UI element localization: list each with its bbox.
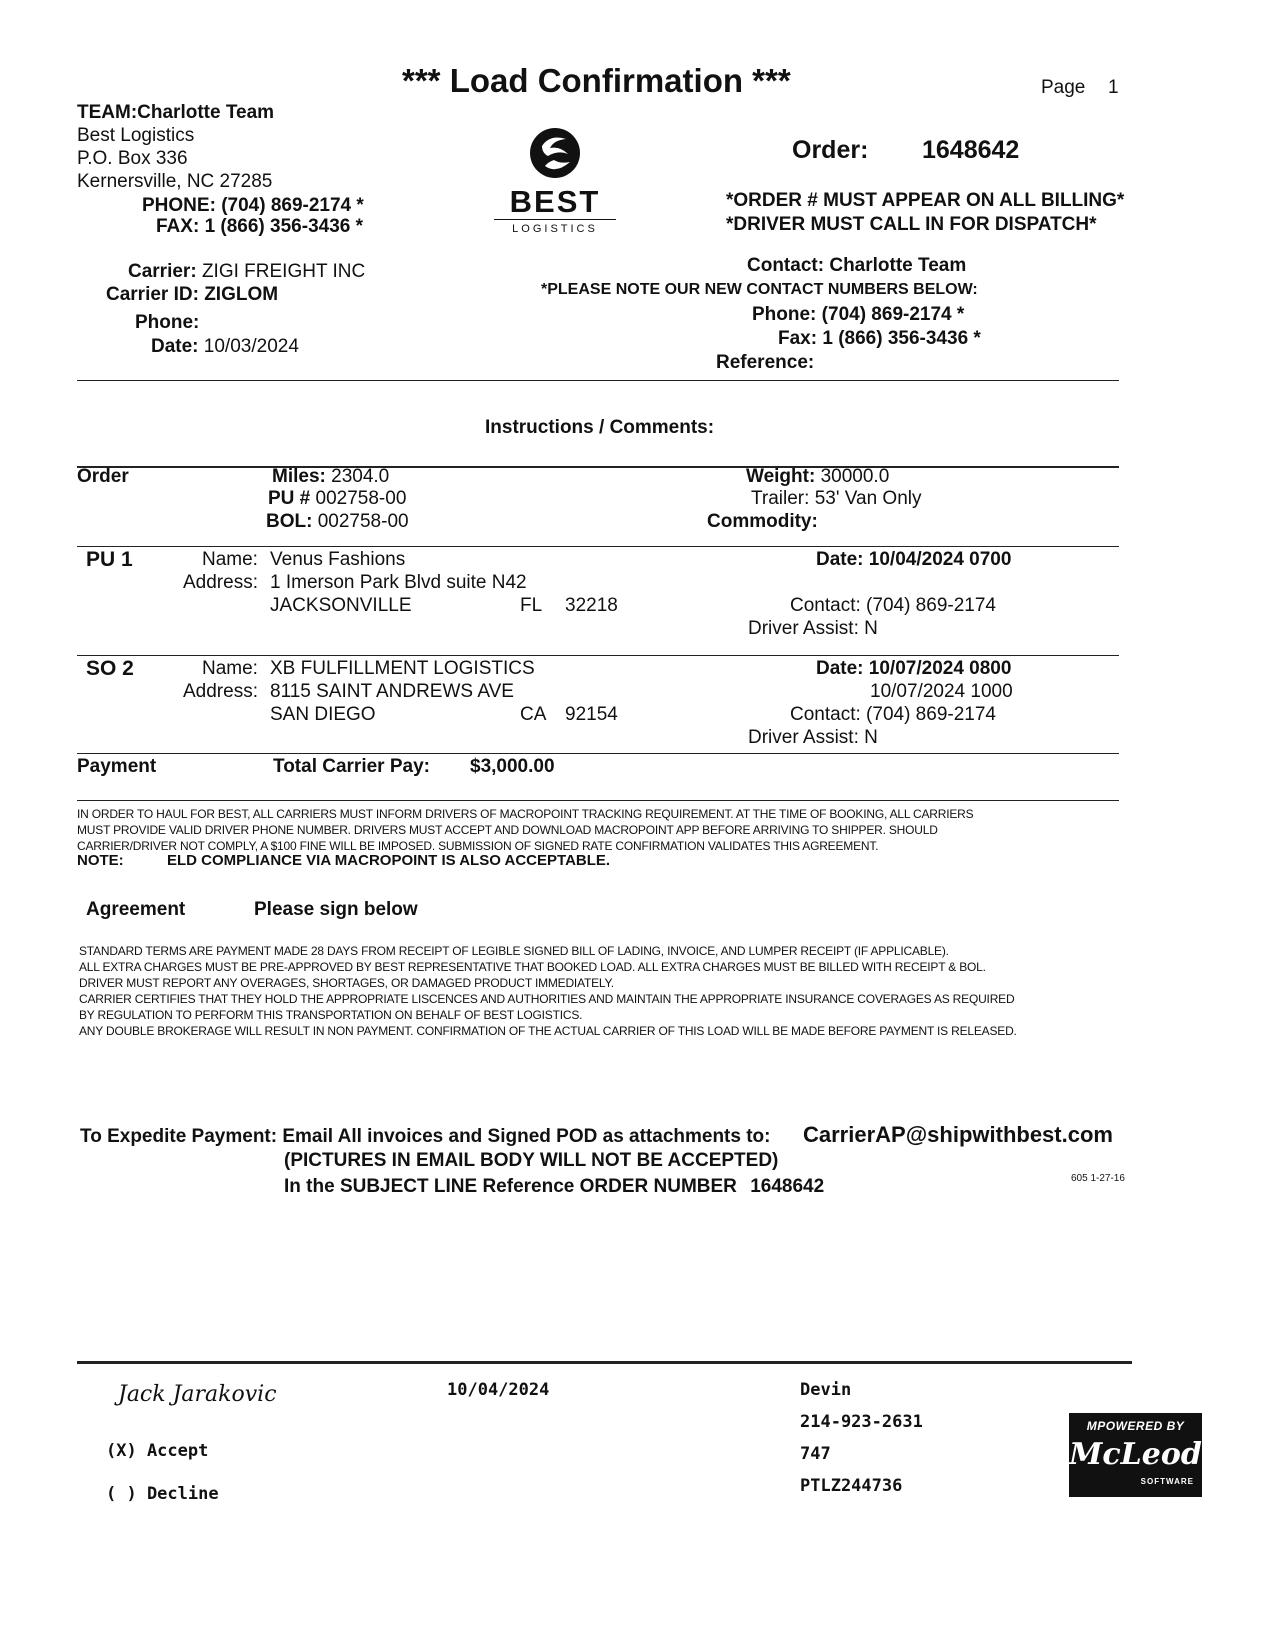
stop-1-code: PU 1	[86, 548, 133, 571]
notice-rule	[77, 800, 1119, 801]
stop-1-date: 10/04/2024 0700	[868, 549, 1012, 570]
team-line	[77, 102, 274, 124]
company-phone: (704) 869-2174 *	[221, 195, 364, 216]
mcleod-sub: SOFTWARE	[1140, 1477, 1194, 1486]
stop-1-rule	[77, 546, 1119, 547]
mcleod-brand: McLeod	[1069, 1437, 1202, 1472]
page-label: Page	[1041, 77, 1086, 98]
weight-value: 30000.0	[820, 466, 890, 487]
contact-name: Charlotte Team	[829, 255, 967, 276]
stop-1-city: JACKSONVILLE	[270, 595, 412, 616]
carrier-date-line	[151, 336, 299, 358]
order-top-rule	[77, 466, 1119, 468]
contact-fax: 1 (866) 356-3436 *	[822, 328, 981, 349]
trailer-label: Trailer:	[751, 488, 810, 509]
stop-2-assist: N	[864, 727, 878, 748]
carrier-date-label: Date:	[151, 336, 199, 357]
stop-1-contact-line	[790, 595, 996, 617]
contact-note: *PLEASE NOTE OUR NEW CONTACT NUMBERS BELOW:	[541, 281, 978, 298]
carrier-id-line	[106, 284, 278, 306]
contact-phone-label: Phone:	[752, 304, 817, 325]
miles-value: 2304.0	[331, 466, 390, 487]
company-fax-line	[156, 216, 363, 238]
signature: Jack Jarakovic	[118, 1382, 277, 1407]
terms-line: STANDARD TERMS ARE PAYMENT MADE 28 DAYS FROM RECEIPT OF LEGIBLE SIGNED BILL OF LADING, INVOICE, AND LUMPER RECEIPT (IF APPLICABLE).	[79, 944, 949, 958]
stop-1-address: 1 Imerson Park Blvd suite N42	[270, 572, 527, 593]
best-swirl-icon	[490, 126, 620, 186]
carrier-label: Carrier:	[128, 261, 197, 282]
order-label: Order:	[792, 136, 869, 164]
bol-value: 002758-00	[317, 511, 409, 532]
carrier-date: 10/03/2024	[203, 336, 299, 357]
miles-label: Miles:	[272, 466, 326, 487]
stop-2-date: 10/07/2024 0800	[868, 658, 1012, 679]
expedite-pictures-note: (PICTURES IN EMAIL BODY WILL NOT BE ACCEPTED)	[284, 1150, 779, 1171]
company-phone-line	[142, 195, 364, 217]
pu-number-line	[268, 488, 406, 510]
company-name: Best Logistics	[77, 125, 195, 146]
stop-2-assist-label: Driver Assist:	[748, 727, 859, 748]
pu-number-label: PU #	[268, 488, 311, 509]
form-code: 605 1-27-16	[1071, 1173, 1125, 1184]
expedite-subject-label: In the SUBJECT LINE Reference ORDER NUMBER	[284, 1176, 737, 1197]
best-logo	[490, 126, 620, 238]
stop-1-date-label: Date:	[816, 549, 864, 570]
contact-line	[747, 255, 966, 277]
contact-phone-line	[752, 304, 964, 326]
expedite-lead: To Expedite Payment: Email All invoices and Signed POD as attachments to:	[80, 1126, 771, 1147]
payment-label: Payment	[77, 756, 157, 777]
note-label: NOTE:	[77, 852, 124, 869]
stop-1-address-label: Address:	[183, 572, 258, 593]
terms-line: ANY DOUBLE BROKERAGE WILL RESULT IN NON PAYMENT. CONFIRMATION OF THE ACTUAL CARRIER OF THIS LOAD WILL BE MADE BEFORE PAYMENT IS RELEASED.	[79, 1024, 1017, 1038]
stop-1-contact-label: Contact:	[790, 595, 861, 616]
total-carrier-pay-label: Total Carrier Pay:	[273, 756, 430, 777]
carrier-phone-label: Phone:	[135, 312, 200, 333]
stop-2-state: CA	[520, 704, 547, 725]
miles-line	[272, 466, 389, 488]
stop-2-contact: (704) 869-2174	[866, 704, 996, 725]
stop-1-contact: (704) 869-2174	[866, 595, 996, 616]
agreement-label: Agreement	[86, 899, 186, 920]
tracking-notice-line: MUST PROVIDE VALID DRIVER PHONE NUMBER. DRIVERS MUST ACCEPT AND DOWNLOAD MACROPOINT APP BEFORE ARRIVING TO SHIPPER. SHOULD	[77, 823, 938, 837]
order-number: 1648642	[922, 136, 1020, 164]
stop-2-address: 8115 SAINT ANDREWS AVE	[270, 681, 514, 702]
stop-2-date-line	[816, 658, 1011, 680]
terms-line: DRIVER MUST REPORT ANY OVERAGES, SHORTAGES, OR DAMAGED PRODUCT IMMEDIATELY.	[79, 976, 614, 990]
team-name: Charlotte Team	[137, 102, 275, 123]
pu-number-value: 002758-00	[315, 488, 407, 509]
reference-label: Reference:	[716, 352, 815, 373]
mcleod-top: MPOWERED BY	[1086, 1419, 1185, 1433]
terms-line: BY REGULATION TO PERFORM THIS TRANSPORTATION ON BEHALF OF BEST LOGISTICS.	[79, 1008, 583, 1022]
order-notice-dispatch: *DRIVER MUST CALL IN FOR DISPATCH*	[726, 214, 1097, 235]
stop-2-rule	[77, 655, 1119, 656]
page-number: 1	[1108, 77, 1119, 98]
tracking-notice-line: CARRIER/DRIVER NOT COMPLY, A $100 FINE WILL BE IMPOSED. SUBMISSION OF SIGNED RATE CONFIRMATION VALIDATES THIS AGREEMENT.	[77, 839, 879, 853]
stop-1-name-label: Name:	[202, 549, 258, 570]
driver-name: Devin	[800, 1380, 852, 1400]
agreement-text: Please sign below	[254, 899, 418, 920]
stop-2-contact-line	[790, 704, 996, 726]
carrier-id-label: Carrier ID:	[106, 284, 199, 305]
stop-1-name: Venus Fashions	[270, 549, 406, 570]
truck-number: 747	[800, 1444, 831, 1464]
stop-2-assist-line	[748, 727, 878, 749]
total-carrier-pay: $3,000.00	[470, 756, 555, 777]
terms-line: ALL EXTRA CHARGES MUST BE PRE-APPROVED BY BEST REPRESENTATIVE THAT BOOKED LOAD. ALL EXTRA CHARGES MUST BE BILLED WITH RECEIPT & BOL.	[79, 960, 986, 974]
stop-2-zip: 92154	[565, 704, 618, 725]
logo-divider	[494, 219, 616, 220]
stop-1-state: FL	[520, 595, 543, 616]
logo-sub: LOGISTICS	[512, 223, 598, 235]
company-po-box: P.O. Box 336	[77, 148, 188, 169]
logo-word: BEST	[509, 184, 601, 219]
company-fax: 1 (866) 356-3436 *	[204, 216, 364, 237]
trailer-line	[751, 488, 922, 510]
team-label: TEAM:	[77, 102, 138, 123]
payment-rule	[77, 753, 1119, 754]
stop-1-zip: 32218	[565, 595, 618, 616]
contact-fax-label: Fax:	[778, 328, 818, 349]
mcleod-badge	[1069, 1413, 1202, 1497]
expedite-order-number: 1648642	[750, 1176, 825, 1197]
company-phone-label: PHONE:	[142, 195, 216, 216]
stop-2-contact-label: Contact:	[790, 704, 861, 725]
contact-label: Contact:	[747, 255, 825, 276]
stop-1-date-line	[816, 549, 1011, 571]
contact-phone: (704) 869-2174 *	[821, 304, 965, 325]
decline-option[interactable]: ( ) Decline	[106, 1484, 219, 1504]
stop-2-name-label: Name:	[202, 658, 258, 679]
driver-phone: 214-923-2631	[800, 1412, 923, 1432]
stop-1-assist-line	[748, 618, 878, 640]
commodity-label: Commodity:	[707, 511, 818, 532]
signature-rule	[77, 1361, 1132, 1364]
company-city: Kernersville, NC 27285	[77, 171, 273, 192]
company-fax-label: FAX:	[156, 216, 200, 237]
stop-2-city: SAN DIEGO	[270, 704, 376, 725]
order-notice-billing: *ORDER # MUST APPEAR ON ALL BILLING*	[726, 190, 1125, 211]
tracking-notice-line: IN ORDER TO HAUL FOR BEST, ALL CARRIERS MUST INFORM DRIVERS OF MACROPOINT TRACKING REQUIREMENT. AT THE TIME OF BOOKING, ALL CARRIERS	[77, 807, 974, 821]
bol-line	[266, 511, 409, 533]
weight-label: Weight:	[746, 466, 816, 487]
stop-1-assist: N	[864, 618, 878, 639]
stop-2-date-label: Date:	[816, 658, 864, 679]
expedite-email[interactable]: CarrierAP@shipwithbest.com	[803, 1122, 1113, 1147]
carrier-id: ZIGLOM	[204, 284, 279, 305]
trailer-value: 53' Van Only	[814, 488, 922, 509]
header-divider	[77, 380, 1119, 381]
terms-line: CARRIER CERTIFIES THAT THEY HOLD THE APPROPRIATE LISCENCES AND AUTHORITIES AND MAINTAIN THE APPROPRIATE INSURANCE COVERAGES AS REQUIRED	[79, 992, 1015, 1006]
bol-label: BOL:	[266, 511, 313, 532]
stop-2-name: XB FULFILLMENT LOGISTICS	[270, 658, 535, 679]
carrier-name: ZIGI FREIGHT INC	[201, 261, 366, 282]
expedite-subject-line	[284, 1176, 824, 1198]
trailer-number: PTLZ244736	[800, 1476, 903, 1496]
accept-option[interactable]: (X) Accept	[106, 1441, 209, 1461]
stop-2-date2: 10/07/2024 1000	[870, 681, 1013, 702]
instructions-label: Instructions / Comments:	[485, 417, 715, 438]
stop-2-address-label: Address:	[183, 681, 258, 702]
page-title: *** Load Confirmation ***	[402, 62, 791, 99]
weight-line	[746, 466, 889, 488]
signature-date: 10/04/2024	[447, 1380, 550, 1400]
stop-2-code: SO 2	[86, 657, 134, 680]
stop-1-assist-label: Driver Assist:	[748, 618, 859, 639]
contact-fax-line	[778, 328, 981, 350]
note-text: ELD COMPLIANCE VIA MACROPOINT IS ALSO ACCEPTABLE.	[167, 852, 611, 869]
carrier-line	[128, 261, 365, 283]
order-row-label: Order	[77, 466, 129, 487]
